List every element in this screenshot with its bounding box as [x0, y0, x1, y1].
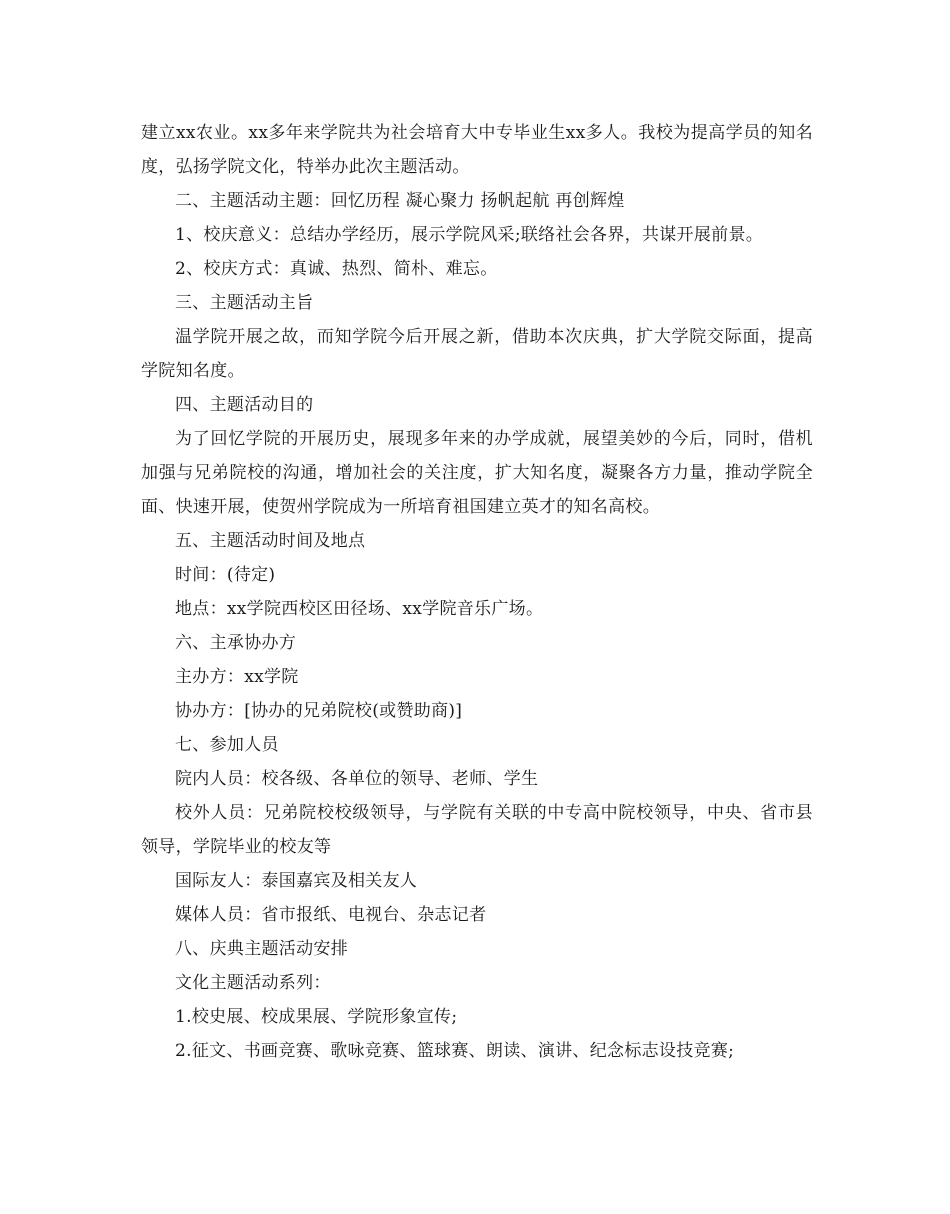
- paragraph-media: 媒体人员：省市报纸、电视台、杂志记者: [175, 905, 487, 925]
- list-item-competitions: 2.征文、书画竞赛、歌咏竞赛、篮球赛、朗读、演讲、纪念标志设技竞赛;: [175, 1041, 735, 1061]
- paragraph-external-staff: 校外人员：兄弟院校校级领导，与学院有关联的中专高中院校领导，中央、省市县领导，学院毕业的校友等: [141, 803, 813, 857]
- heading-theme: 二、主题活动主题：回忆历程 凝心聚力 扬帆起航 再创辉煌: [175, 191, 625, 211]
- paragraph-culture-series: 文化主题活动系列：: [175, 973, 331, 993]
- heading-organizers: 六、主承协办方: [175, 633, 297, 653]
- heading-arrangements: 八、庆典主题活动安排: [175, 939, 348, 959]
- paragraph-time: 时间：(待定): [175, 565, 276, 585]
- paragraph-host: 主办方：xx学院: [175, 667, 299, 687]
- paragraph-purport: 温学院开展之故，而知学院今后开展之新，借助本次庆典，扩大学院交际面，提高学院知名度。: [141, 327, 813, 381]
- paragraph-place: 地点：xx学院西校区田径场、xx学院音乐广场。: [175, 599, 544, 619]
- heading-participants: 七、参加人员: [175, 735, 279, 755]
- paragraph-goal: 为了回忆学院的开展历史，展现多年来的办学成就，展望美妙的今后，同时，借机加强与兄弟院校的沟通，增加社会的关注度，扩大知名度，凝聚各方力量，推动学院全面、快速开展，使贺州学院成为一所培育祖国建立英才的知名高校。: [141, 429, 813, 517]
- heading-purport: 三、主题活动主旨: [175, 293, 314, 313]
- document-body: [141, 116, 813, 1068]
- heading-time-place: 五、主题活动时间及地点: [175, 531, 366, 551]
- paragraph-international-guests: 国际友人：泰国嘉宾及相关友人: [175, 871, 418, 891]
- list-item-exhibitions: 1.校史展、校成果展、学院形象宣传;: [175, 1007, 458, 1027]
- paragraph-intro-continued: 建立xx农业。xx多年来学院共为社会培育大中专毕业生xx多人。我校为提高学员的知名度，弘扬学院文化，特举办此次主题活动。: [141, 123, 813, 177]
- heading-goal: 四、主题活动目的: [175, 395, 314, 415]
- paragraph-significance: 1、校庆意义：总结办学经历，展示学院风采;联络社会各界，共谋开展前景。: [175, 225, 764, 245]
- paragraph-internal-staff: 院内人员：校各级、各单位的领导、老师、学生: [175, 769, 539, 789]
- paragraph-manner: 2、校庆方式：真诚、热烈、简朴、难忘。: [175, 259, 498, 279]
- paragraph-co-host: 协办方：[协办的兄弟院校(或赞助商)]: [175, 701, 463, 721]
